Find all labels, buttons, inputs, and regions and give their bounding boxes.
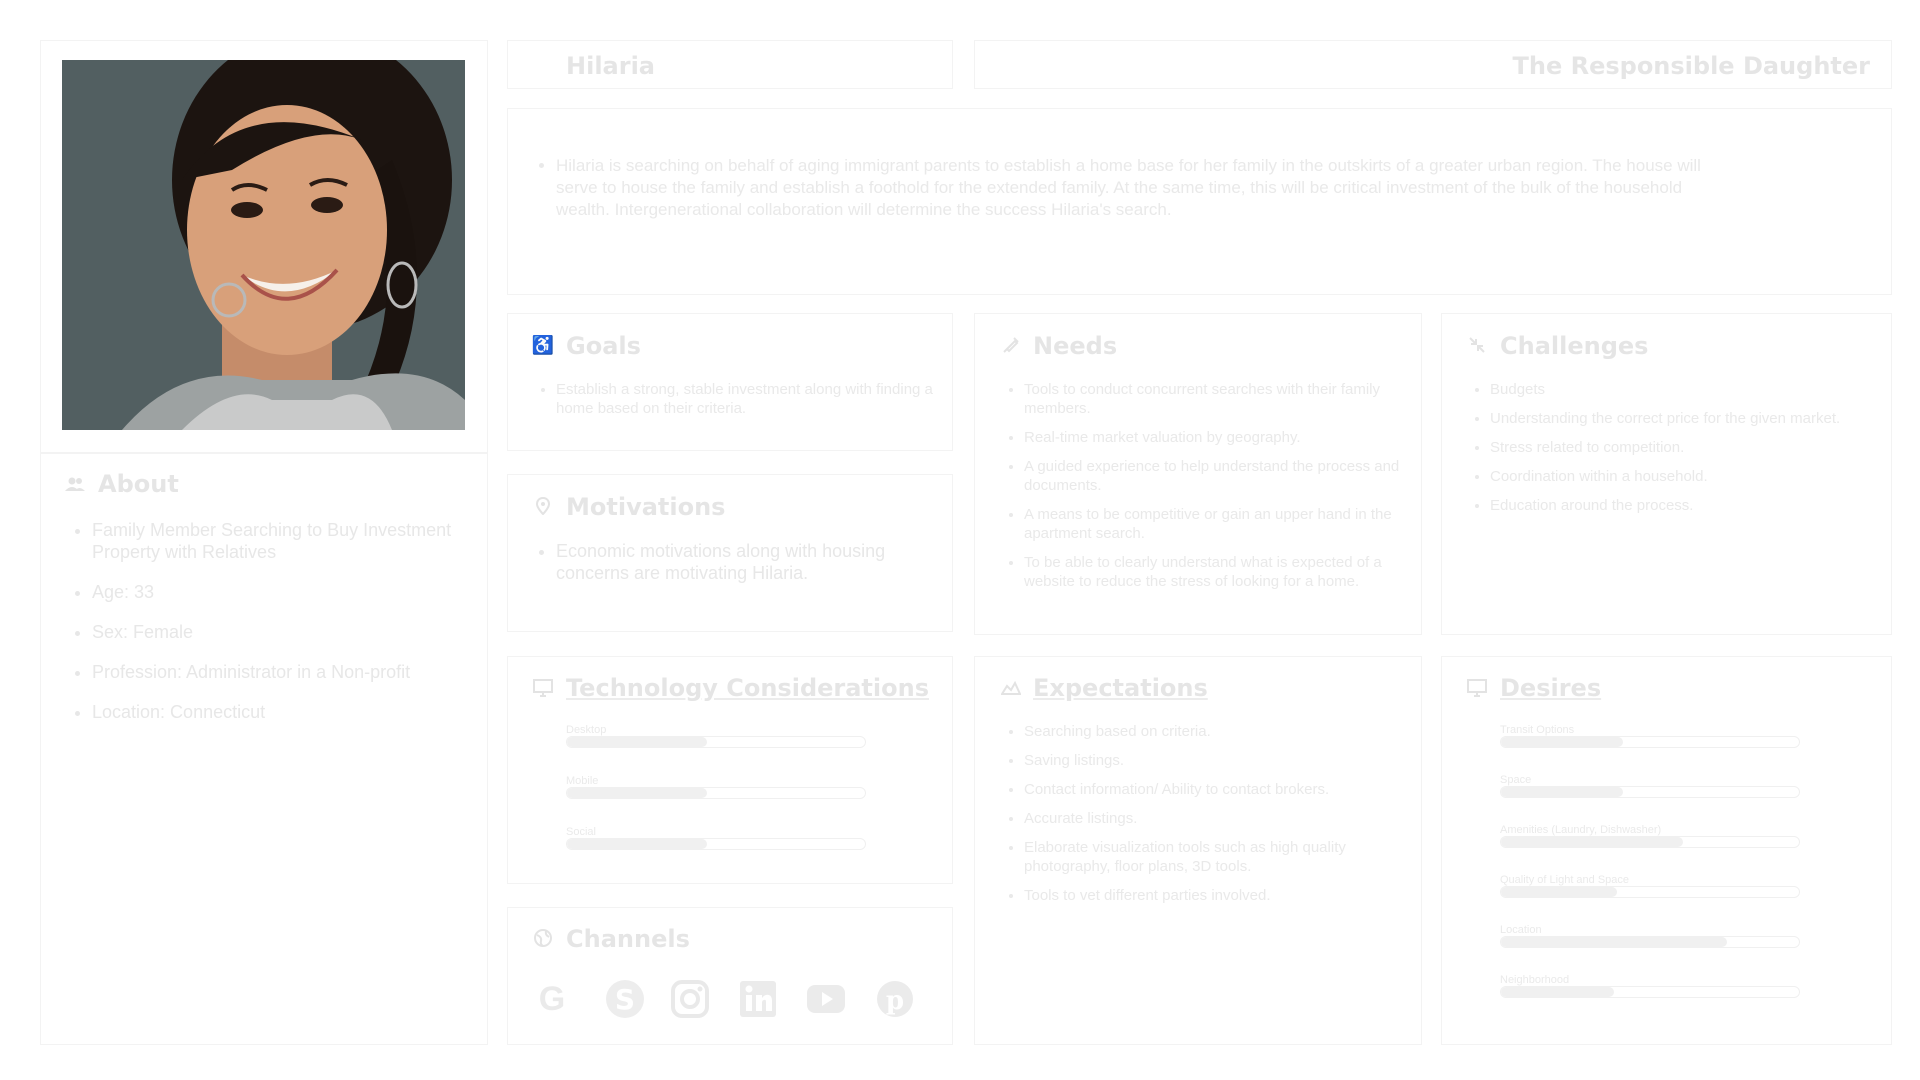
desires-bar-label: Quality of Light and Space xyxy=(1500,874,1630,886)
technology-bar-label: Desktop xyxy=(566,724,607,736)
expectations-item: • Searching based on criteria. xyxy=(1024,722,1414,741)
youtube-icon[interactable] xyxy=(804,977,848,1021)
about-item: • Age: 33 xyxy=(92,581,472,603)
challenges-list xyxy=(1472,380,1890,525)
goals-title: Goals xyxy=(566,332,641,360)
desires-bar-label: Space xyxy=(1500,774,1532,786)
desires-bar-label: Transit Options xyxy=(1500,724,1575,736)
challenges-item: • Stress related to competition. xyxy=(1490,438,1890,457)
globe-icon xyxy=(532,927,554,949)
technology-bar-track xyxy=(566,787,866,799)
desires-bar-label: Amenities (Laundry, Dishwasher) xyxy=(1500,824,1662,836)
about-item: • Sex: Female xyxy=(92,621,472,643)
motivations-list xyxy=(538,540,916,594)
desires-title: Desires xyxy=(1500,674,1602,702)
needs-list xyxy=(1006,380,1414,601)
desires-bar-row xyxy=(1500,924,1800,948)
users-icon xyxy=(64,473,86,495)
accessibility-icon: ♿ xyxy=(531,334,555,355)
expectations-list xyxy=(1006,722,1414,915)
technology-bar-fill xyxy=(567,737,707,747)
motivations-title: Motivations xyxy=(566,493,726,521)
expectations-item: • Tools to vet different parties involved. xyxy=(1024,886,1414,905)
needs-item: • Real-time market valuation by geography. xyxy=(1024,428,1414,447)
intro-text: • Hilaria is searching on behalf of aging immigrant parents to establish a home base for her family in the outskirts of a greater urban region. The house will serve to house the family and establish a foothold for the extended family. At the same time, this will be critical investment of the bulk of the household wealth. Intergenerational collaboration will determine the success Hilaria's search. xyxy=(556,155,1736,221)
desires-bar-row xyxy=(1500,824,1800,848)
desires-bar-fill xyxy=(1501,837,1683,847)
google-icon[interactable]: G xyxy=(538,979,566,1018)
syringe-icon xyxy=(1000,334,1022,356)
expectations-item: • Contact information/ Ability to contact brokers. xyxy=(1024,780,1414,799)
desires-bar-track xyxy=(1500,886,1800,898)
desires-bar-track xyxy=(1500,836,1800,848)
desires-bar-track xyxy=(1500,936,1800,948)
instagram-icon[interactable] xyxy=(668,977,712,1021)
svg-text:S: S xyxy=(614,983,636,1016)
needs-item: • A means to be competitive or gain an upper hand in the apartment search. xyxy=(1024,505,1414,543)
persona-photo xyxy=(62,60,465,430)
desires-bar-row xyxy=(1500,724,1800,748)
desires-bar-track xyxy=(1500,736,1800,748)
desires-bar-label: Neighborhood xyxy=(1500,974,1570,986)
channels-title: Channels xyxy=(566,925,690,953)
desires-bar-fill xyxy=(1501,987,1614,997)
persona-name: Hilaria xyxy=(566,52,655,80)
desires-bar-track xyxy=(1500,786,1800,798)
location-pin-icon xyxy=(532,495,554,517)
linkedin-icon[interactable] xyxy=(736,977,780,1021)
technology-bar-fill xyxy=(567,788,707,798)
about-item: • Location: Connecticut xyxy=(92,701,472,723)
expectations-item: • Elaborate visualization tools such as high quality photography, floor plans, 3D tools. xyxy=(1024,838,1414,876)
expectations-title: Expectations xyxy=(1033,674,1208,702)
technology-bar-track xyxy=(566,736,866,748)
technology-bar-fill xyxy=(567,839,707,849)
desires-bar-label: Location xyxy=(1500,924,1542,936)
technology-bar-row xyxy=(566,826,866,850)
monitor-icon xyxy=(532,677,554,699)
shrink-arrows-icon xyxy=(1466,334,1488,356)
about-item: • Profession: Administrator in a Non-profit xyxy=(92,661,472,683)
technology-bar-label: Mobile xyxy=(566,775,599,787)
needs-item: • Tools to conduct concurrent searches with their family members. xyxy=(1024,380,1414,418)
challenges-item: • Coordination within a household. xyxy=(1490,467,1890,486)
goals-item: • Establish a strong, stable investment along with finding a home based on their criteria. xyxy=(556,380,946,418)
challenges-item: • Understanding the correct price for the given market. xyxy=(1490,409,1890,428)
desires-bar-fill xyxy=(1501,737,1623,747)
technology-bar-label: Social xyxy=(566,826,596,838)
challenges-title: Challenges xyxy=(1500,332,1649,360)
needs-item: • A guided experience to help understand the process and documents. xyxy=(1024,457,1414,495)
desires-bar-row xyxy=(1500,974,1800,998)
svg-text:p: p xyxy=(885,986,905,1016)
expectations-item: • Saving listings. xyxy=(1024,751,1414,770)
technology-bar-row xyxy=(566,775,866,799)
technology-title: Technology Considerations xyxy=(566,674,929,702)
expectations-item: • Accurate listings. xyxy=(1024,809,1414,828)
motivations-item: • Economic motivations along with housing concerns are motivating Hilaria. xyxy=(556,540,916,584)
needs-item: • To be able to clearly understand what is expected of a website to reduce the stress of looking for a home. xyxy=(1024,553,1414,591)
monitor-icon xyxy=(1466,677,1488,699)
desires-bar-row xyxy=(1500,774,1800,798)
about-item: • Family Member Searching to Buy Investment Property with Relatives xyxy=(92,519,472,563)
technology-bar-row xyxy=(566,724,866,748)
desires-bar-track xyxy=(1500,986,1800,998)
challenges-item: • Budgets xyxy=(1490,380,1890,399)
goals-list xyxy=(538,380,946,428)
desires-bar-row xyxy=(1500,874,1800,898)
needs-title: Needs xyxy=(1033,332,1118,360)
persona-tagline: The Responsible Daughter xyxy=(1512,52,1870,80)
chart-area-icon xyxy=(1000,677,1022,699)
technology-bar-track xyxy=(566,838,866,850)
desires-bar-fill xyxy=(1501,887,1617,897)
desires-bar-fill xyxy=(1501,787,1623,797)
skype-icon[interactable] xyxy=(603,977,647,1021)
intro-list xyxy=(538,155,1736,231)
about-title: About xyxy=(98,470,179,498)
about-list xyxy=(74,519,472,741)
desires-bar-fill xyxy=(1501,937,1727,947)
challenges-item: • Education around the process. xyxy=(1490,496,1890,515)
pinterest-icon[interactable] xyxy=(873,977,917,1021)
